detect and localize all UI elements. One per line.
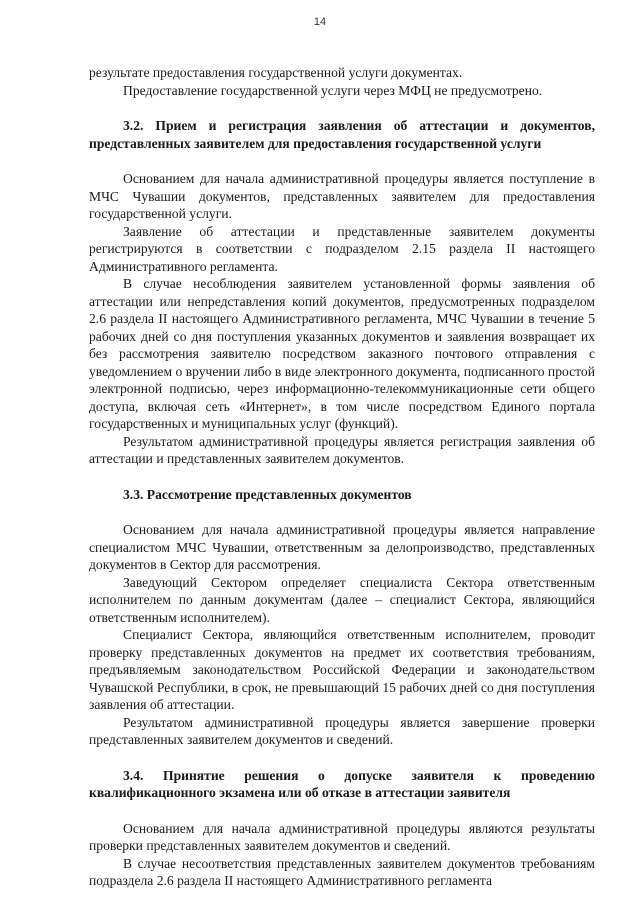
paragraph: Заведующий Сектором определяет специалиста Сектора ответственным исполнителем по данным документам (далее – специалист Сектора, являющийся ответственным исполнителем). xyxy=(89,574,595,625)
section-heading-3-4: 3.4. Принятие решения о допуске заявителя к проведению квалификационного экзамена или об отказе в аттестации заявителя xyxy=(89,767,595,800)
paragraph: Основанием для начала административной процедуры является поступление в МЧС Чувашии документов, представленных заявителем для предоставления государственной услуги. xyxy=(89,171,595,221)
paragraph: Предоставление государственной услуги через МФЦ не предусмотрено. xyxy=(123,82,543,98)
paragraph: Основанием для начала административной процедуры являются результаты проверки представленных заявителем документов и сведений. xyxy=(89,820,595,853)
paragraph: Результатом административной процедуры является регистрация заявления об аттестации и представленных заявителем документов. xyxy=(89,433,595,466)
paragraph: Основанием для начала административной процедуры является направление специалистом МЧС Чувашии, ответственным за делопроизводство, представленных документов в Сектор для рассмотрения. xyxy=(89,522,595,572)
page-number: 14 xyxy=(313,16,327,28)
paragraph: В случае несоблюдения заявителем установленной формы заявления об аттестации или непредставления копий документов, предусмотренных подразделом 2.6 раздела II настоящего Административного регламента, МЧС Чувашии в течение 5 рабочих дней со дня поступления указанных документов и заявления возвращает их без рассмотрения заявителю посредством заказного почтового отправления с уведомлением о вручении либо в виде электронного документа, подписанного простой электронной подписью, через информационно-телекоммуникационные сети общего доступа, включая сеть «Интернет», в том числе посредством Единого портала государственных и муниципальных услуг (функций). xyxy=(89,276,595,431)
paragraph: Специалист Сектора, являющийся ответственным исполнителем, проводит проверку представленных документов на предмет их соответствия требованиям, предъявляемым законодательством Российской Федерации и законодательством Чувашской Республики, в срок, не превышающий 15 рабочих дней со дня поступления заявления об аттестации. xyxy=(89,627,595,712)
paragraph: В случае несоответствия представленных заявителем документов требованиям подраздела 2.6 раздела II настоящего Административного регламента xyxy=(89,855,595,888)
paragraph: Заявление об аттестации и представленные заявителем документы регистрируются в соответствии с подразделом 2.15 раздела II настоящего Административного регламента. xyxy=(89,223,595,274)
section-heading-3-2: 3.2. Прием и регистрация заявления об аттестации и документов, представленных заявителем для предоставления государственной услуги xyxy=(89,118,595,151)
document-body xyxy=(89,64,595,890)
section-heading-3-3: 3.3. Рассмотрение представленных документов xyxy=(123,486,412,502)
paragraph: Результатом административной процедуры является завершение проверки представленных заявителем документов и сведений. xyxy=(89,714,595,747)
paragraph: результате предоставления государственной услуги документах. xyxy=(89,65,463,80)
